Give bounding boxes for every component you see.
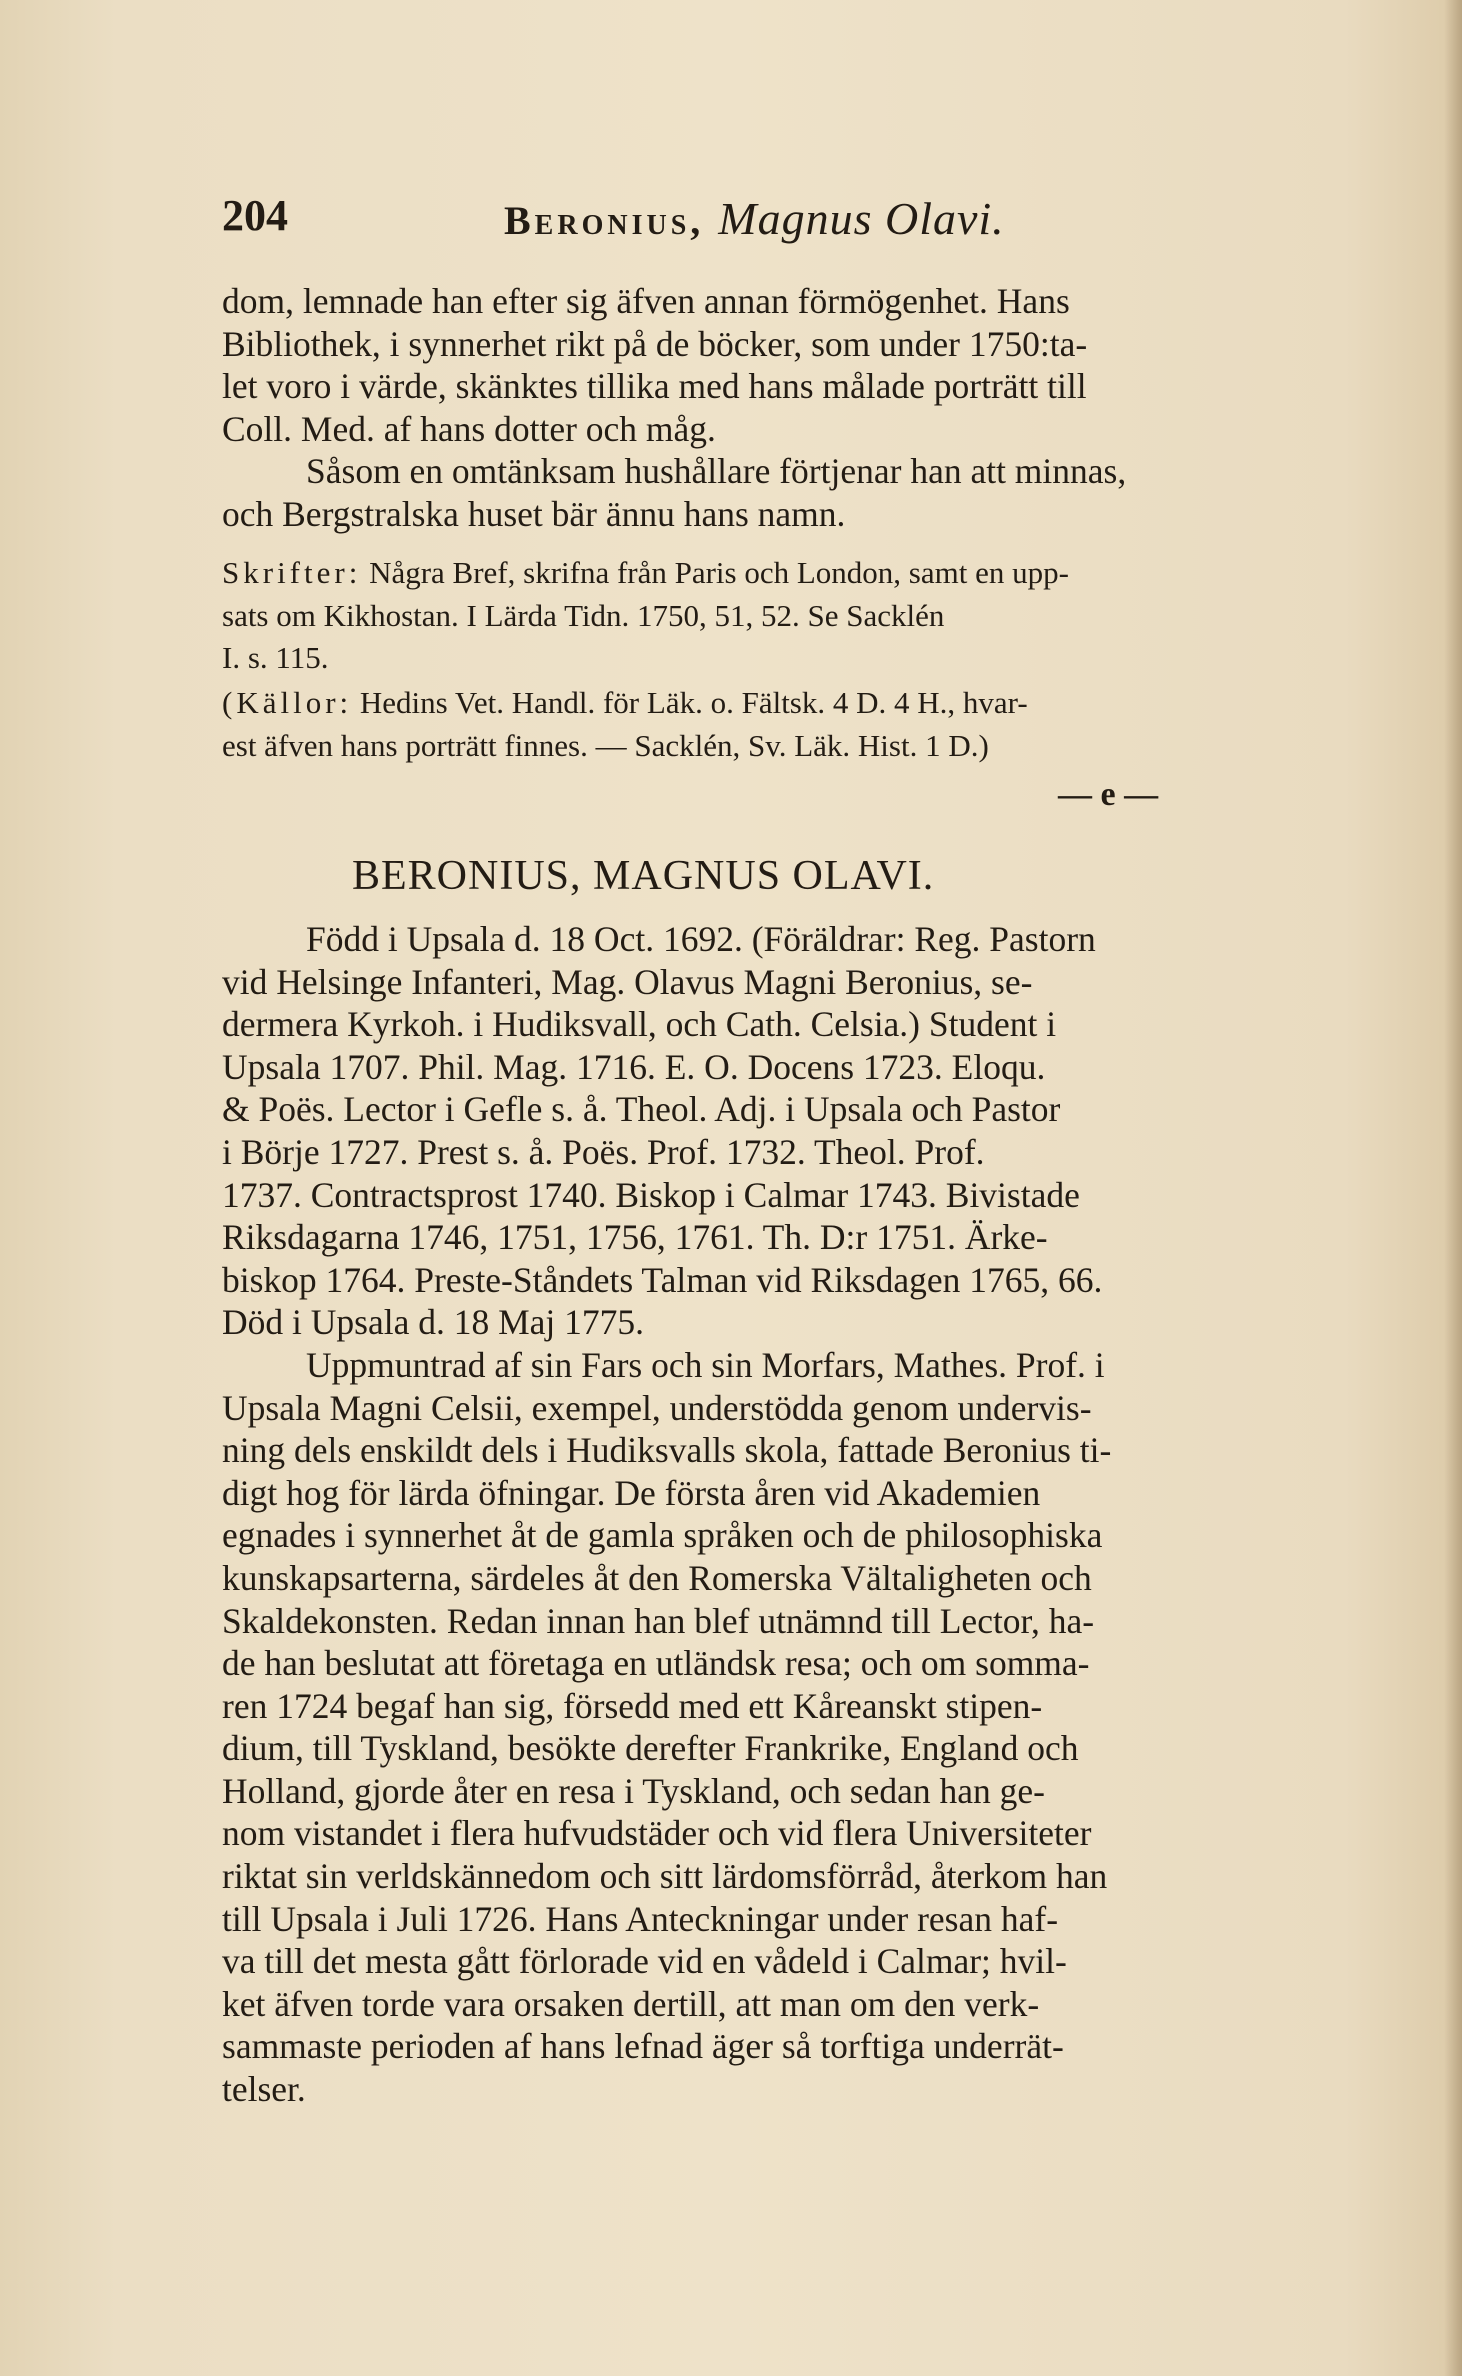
prev-entry-text [222,280,1335,536]
text-line: dermera Kyrkoh. i Hudiksvall, och Cath. Celsia.) Student i [222,1004,1057,1045]
text-line: Upsala 1707. Phil. Mag. 1716. E. O. Docens 1723. Eloqu. [222,1046,1046,1087]
text-line: Riksdagarna 1746, 1751, 1756, 1761. Th. D:r 1751. Ärke- [222,1217,1048,1258]
text-line: Såsom en omtänksam hushållare förtjenar han att minnas, [306,451,1127,492]
page-header [222,190,1342,250]
text-line: de han beslutat att företaga en utländsk resa; och om somma- [222,1643,1090,1684]
text-line: & Poës. Lector i Gefle s. å. Theol. Adj. i Upsala och Pastor [222,1089,1061,1130]
page-number: 204 [222,191,288,240]
skrifter-line: Några Bref, skrifna från Paris och London, samt en upp- [369,555,1069,590]
text-line: riktat sin verldskännedom och sitt lärdomsförråd, återkom han [222,1856,1108,1897]
text-line: 1737. Contractsprost 1740. Biskop i Calmar 1743. Bivistade [222,1174,1080,1215]
text-line: digt hog för lärda öfningar. De första åren vid Akademien [222,1472,1041,1513]
kallor-line: Hedins Vet. Handl. för Läk. o. Fältsk. 4 D. 4 H., hvar- [359,685,1028,720]
text-line: till Upsala i Juli 1726. Hans Anteckningar under resan haf- [222,1898,1059,1939]
entry-body [222,918,1335,2111]
text-line: vid Helsinge Infanteri, Mag. Olavus Magni Beronius, se- [222,961,1033,1002]
running-head-italic: Magnus Olavi. [718,193,1005,244]
skrifter-label: Skrifter: [222,555,362,590]
text-line: i Börje 1727. Prest s. å. Poës. Prof. 1732. Theol. Prof. [222,1131,985,1172]
text-line: dium, till Tyskland, besökte derefter Frankrike, England och [222,1728,1079,1769]
text-line: let voro i värde, skänktes tillika med hans målade porträtt till [222,366,1087,407]
text-line: est äfven hans porträtt finnes. — Sacklén, Sv. Läk. Hist. 1 D.) [222,727,989,763]
text-line: Holland, gjorde åter en resa i Tyskland, och sedan han ge- [222,1770,1045,1811]
text-line: ren 1724 begaf han sig, försedd med ett Kåreanskt stipen- [222,1685,1043,1726]
skrifter-section [222,552,1335,680]
text-line: Bibliothek, i synnerhet rikt på de böcker, som under 1750:ta- [222,323,1088,364]
text-line [222,682,1335,725]
text-line [222,552,1335,595]
text-line: I. s. 115. [222,640,329,676]
text-line: Död i Upsala d. 18 Maj 1775. [222,1302,645,1343]
text-line: kunskapsarterna, särdeles åt den Romerska Vältaligheten och [222,1557,1092,1598]
text-line: ket äfven torde vara orsaken dertill, att man om den verk- [222,1983,1040,2024]
entry-title: BERONIUS, MAGNUS OLAVI. [352,853,935,899]
text-line: dom, lemnade han efter sig äfven annan förmögenhet. Hans [222,281,1070,321]
text-line: och Bergstralska huset bär ännu hans namn. [222,493,846,534]
text-line: Skaldekonsten. Redan innan han blef utnämnd till Lector, ha- [222,1600,1095,1641]
text-line: Född i Upsala d. 18 Oct. 1692. (Föräldrar: Reg. Pastorn [306,919,1096,959]
text-line: Uppmuntrad af sin Fars och sin Morfars, Mathes. Prof. i [306,1344,1105,1385]
text-line: Coll. Med. af hans dotter och måg. [222,408,716,449]
kallor-label: (Källor: [222,685,353,720]
text-line: sats om Kikhostan. I Lärda Tidn. 1750, 51, 52. Se Sacklén [222,597,945,633]
kallor-section [222,682,1335,767]
text-line: telser. [222,2069,306,2110]
text-line: sammaste perioden af hans lefnad äger så torftiga underrät- [222,2026,1064,2067]
text-line: egnades i synnerhet åt de gamla språken och de philosophiska [222,1515,1103,1556]
text-line: nom vistandet i flera hufvudstäder och vid flera Universiteter [222,1813,1092,1854]
text-line: Upsala Magni Celsii, exempel, understödda genom undervis- [222,1387,1092,1428]
running-head-name: Beronius, [504,198,705,243]
section-ornament: — e — [1058,776,1159,813]
text-line: biskop 1764. Preste-Ståndets Talman vid Riksdagen 1765, 66. [222,1259,1103,1300]
text-line: va till det mesta gått förlorade vid en vådeld i Calmar; hvil- [222,1941,1067,1982]
text-line: ning dels enskildt dels i Hudiksvalls skola, fattade Beronius ti- [222,1430,1112,1471]
running-head [504,192,1005,245]
